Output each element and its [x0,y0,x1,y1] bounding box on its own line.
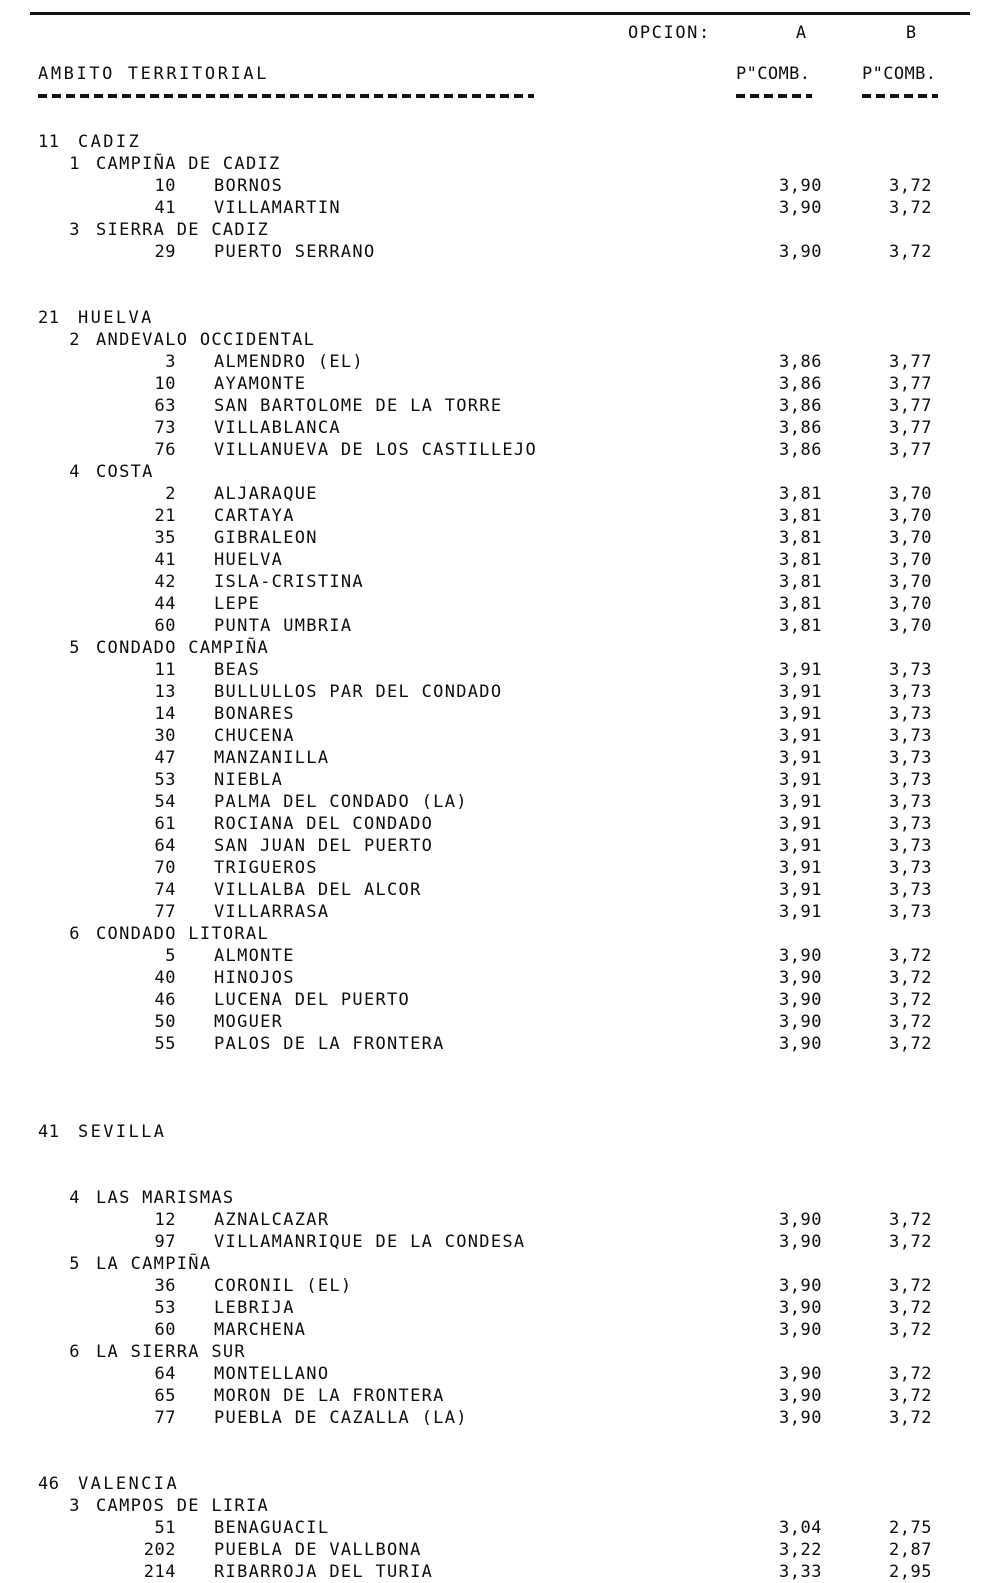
pcomb-b-value: 3,70 [889,594,932,614]
opcion-label: OPCION: [628,23,711,43]
municipality-code: 70 [154,858,176,878]
municipality-code: 97 [154,1232,176,1252]
pcomb-a-value: 3,90 [779,1364,822,1384]
municipality-row [0,901,1000,923]
municipality-name: SAN BARTOLOME DE LA TORRE [214,396,503,416]
pcomb-a-value: 3,91 [779,836,822,856]
comarca-row [0,1253,1000,1275]
pcomb-a-value: 3,90 [779,1034,822,1054]
municipality-name: VILLAMANRIQUE DE LA CONDESA [214,1232,526,1252]
municipality-row [0,439,1000,461]
pcomb-a-value: 3,81 [779,484,822,504]
comarca-name: CAMPOS DE LIRIA [96,1496,270,1516]
municipality-code: 74 [154,880,176,900]
municipality-row [0,1561,1000,1583]
municipality-name: HUELVA [214,550,284,570]
pcomb-b-value: 3,72 [889,1012,932,1032]
comarca-name: CONDADO CAMPIÑA [96,638,270,658]
pcomb-a-value: 3,90 [779,1386,822,1406]
pcomb-a-value: 3,90 [779,1298,822,1318]
municipality-row [0,835,1000,857]
comarca-row [0,1187,1000,1209]
municipality-name: NIEBLA [214,770,284,790]
pcomb-a-value: 3,90 [779,1320,822,1340]
pcomb-b-value: 3,70 [889,528,932,548]
pcomb-b-value: 3,72 [889,1386,932,1406]
pcomb-b-value: 3,73 [889,814,932,834]
option-b-header: B [905,23,917,43]
municipality-name: LUCENA DEL PUERTO [214,990,411,1010]
comarca-name: CAMPIÑA DE CADIZ [96,154,281,174]
municipality-row [0,1363,1000,1385]
municipality-code: 11 [154,660,176,680]
pcomb-a-value: 3,90 [779,1210,822,1230]
option-header-row [0,23,1000,47]
comarca-name: ANDEVALO OCCIDENTAL [96,330,316,350]
municipality-row [0,1011,1000,1033]
pcomb-b-value: 2,95 [889,1562,932,1582]
municipality-row [0,483,1000,505]
municipality-row [0,197,1000,219]
pcomb-a-value: 3,81 [779,506,822,526]
municipality-code: 13 [154,682,176,702]
pcomb-a-value: 3,90 [779,242,822,262]
municipality-row [0,967,1000,989]
province-name: SEVILLA [78,1122,167,1142]
pcomb-a-value: 3,81 [779,616,822,636]
pcomb-a-value: 3,86 [779,396,822,416]
pcomb-b-value: 3,73 [889,792,932,812]
comarca-code: 5 [69,638,80,658]
municipality-name: PALMA DEL CONDADO (LA) [214,792,468,812]
comarca-code: 1 [69,154,80,174]
municipality-code: 65 [154,1386,176,1406]
municipality-row [0,703,1000,725]
municipality-row [0,1033,1000,1055]
comarca-code: 6 [69,924,80,944]
municipality-row [0,1517,1000,1539]
pcomb-b-value: 3,73 [889,748,932,768]
municipality-name: BONARES [214,704,295,724]
municipality-row [0,879,1000,901]
municipality-code: 3 [165,352,176,372]
pcomb-a-value: 3,91 [779,726,822,746]
municipality-code: 77 [154,902,176,922]
pcomb-b-value: 3,77 [889,418,932,438]
municipality-name: PUEBLA DE CAZALLA (LA) [214,1408,468,1428]
comarca-code: 3 [69,220,80,240]
comarca-row [0,153,1000,175]
municipality-row [0,351,1000,373]
section-spacer [0,1143,1000,1187]
municipality-code: 41 [154,198,176,218]
pcomb-b-dashed-underline [862,94,938,98]
municipality-row [0,615,1000,637]
pcomb-a-value: 3,91 [779,748,822,768]
municipality-code: 76 [154,440,176,460]
municipality-name: BORNOS [214,176,284,196]
comarca-row [0,1495,1000,1517]
municipality-row [0,593,1000,615]
municipality-code: 60 [154,616,176,636]
comarca-name: LA SIERRA SUR [96,1342,246,1362]
municipality-name: LEBRIJA [214,1298,295,1318]
municipality-name: ALJARAQUE [214,484,318,504]
municipality-code: 36 [154,1276,176,1296]
territory-list [0,131,1000,1583]
province-code: 21 [38,308,60,328]
province-code: 46 [38,1474,60,1494]
province-code: 11 [38,132,60,152]
pcomb-a-dashed-underline [736,94,812,98]
municipality-code: 50 [154,1012,176,1032]
comarca-code: 4 [69,1188,80,1208]
municipality-name: PUEBLA DE VALLBONA [214,1540,422,1560]
municipality-row [0,681,1000,703]
section-spacer [0,1055,1000,1121]
pcomb-b-value: 3,72 [889,1210,932,1230]
municipality-code: 41 [154,550,176,570]
pcomb-a-value: 3,91 [779,704,822,724]
municipality-row [0,945,1000,967]
municipality-row [0,527,1000,549]
pcomb-a-value: 3,90 [779,1408,822,1428]
pcomb-a-value: 3,04 [779,1518,822,1538]
top-rule-divider [30,12,970,15]
municipality-name: LEPE [214,594,261,614]
municipality-code: 10 [154,374,176,394]
municipality-code: 30 [154,726,176,746]
comarca-name: CONDADO LITORAL [96,924,270,944]
pcomb-b-value: 3,72 [889,1298,932,1318]
municipality-code: 2 [165,484,176,504]
municipality-code: 5 [165,946,176,966]
pcomb-b-value: 3,73 [889,682,932,702]
comarca-row [0,461,1000,483]
municipality-code: 21 [154,506,176,526]
municipality-name: ALMONTE [214,946,295,966]
municipality-name: CARTAYA [214,506,295,526]
municipality-name: MARCHENA [214,1320,307,1340]
pcomb-b-value: 3,77 [889,352,932,372]
municipality-row [0,1231,1000,1253]
pcomb-a-value: 3,90 [779,176,822,196]
municipality-code: 46 [154,990,176,1010]
pcomb-b-value: 3,70 [889,572,932,592]
province-row [0,1473,1000,1495]
municipality-code: 64 [154,1364,176,1384]
pcomb-a-value: 3,91 [779,792,822,812]
municipality-code: 73 [154,418,176,438]
pcomb-a-value: 3,90 [779,1276,822,1296]
municipality-row [0,747,1000,769]
municipality-code: 54 [154,792,176,812]
municipality-code: 29 [154,242,176,262]
pcomb-b-value: 3,72 [889,1408,932,1428]
comarca-code: 4 [69,462,80,482]
municipality-code: 64 [154,836,176,856]
municipality-row [0,659,1000,681]
municipality-name: SAN JUAN DEL PUERTO [214,836,434,856]
comarca-code: 3 [69,1496,80,1516]
pcomb-b-value: 3,77 [889,374,932,394]
municipality-name: ROCIANA DEL CONDADO [214,814,434,834]
municipality-code: 61 [154,814,176,834]
municipality-name: RIBARROJA DEL TURIA [214,1562,434,1582]
pcomb-b-value: 3,72 [889,946,932,966]
municipality-row [0,395,1000,417]
municipality-row [0,1209,1000,1231]
pcomb-b-header: P"COMB. [862,64,937,84]
municipality-name: GIBRALEON [214,528,318,548]
pcomb-a-value: 3,90 [779,968,822,988]
province-row [0,307,1000,329]
pcomb-a-value: 3,33 [779,1562,822,1582]
municipality-row [0,769,1000,791]
province-row [0,1121,1000,1143]
municipality-name: ALMENDRO (EL) [214,352,364,372]
municipality-code: 35 [154,528,176,548]
municipality-name: PUNTA UMBRIA [214,616,353,636]
pcomb-a-value: 3,91 [779,770,822,790]
pcomb-a-value: 3,86 [779,440,822,460]
pcomb-b-value: 3,73 [889,770,932,790]
municipality-row [0,791,1000,813]
municipality-name: VILLABLANCA [214,418,341,438]
municipality-code: 14 [154,704,176,724]
pcomb-a-value: 3,81 [779,550,822,570]
pcomb-b-value: 3,72 [889,1320,932,1340]
pcomb-b-value: 3,73 [889,858,932,878]
municipality-code: 77 [154,1408,176,1428]
comarca-code: 2 [69,330,80,350]
pcomb-a-value: 3,91 [779,660,822,680]
pcomb-b-value: 3,72 [889,176,932,196]
pcomb-b-value: 2,87 [889,1540,932,1560]
pcomb-b-value: 3,72 [889,242,932,262]
province-row [0,131,1000,153]
municipality-row [0,1407,1000,1429]
municipality-name: VILLALBA DEL ALCOR [214,880,422,900]
municipality-row [0,1319,1000,1341]
pcomb-b-value: 3,70 [889,506,932,526]
province-code: 41 [38,1122,60,1142]
municipality-row [0,1297,1000,1319]
pcomb-b-value: 3,77 [889,440,932,460]
municipality-code: 60 [154,1320,176,1340]
ambito-dashed-underline [38,94,534,98]
municipality-row [0,989,1000,1011]
pcomb-b-value: 3,73 [889,836,932,856]
province-name: VALENCIA [78,1474,180,1494]
pcomb-a-value: 3,90 [779,1012,822,1032]
pcomb-a-value: 3,90 [779,946,822,966]
municipality-code: 202 [143,1540,176,1560]
comarca-name: LA CAMPIÑA [96,1254,212,1274]
municipality-code: 44 [154,594,176,614]
pcomb-a-header: P"COMB. [736,64,811,84]
municipality-code: 63 [154,396,176,416]
municipality-name: PALOS DE LA FRONTERA [214,1034,445,1054]
municipality-row [0,857,1000,879]
comarca-code: 6 [69,1342,80,1362]
comarca-name: SIERRA DE CADIZ [96,220,270,240]
municipality-code: 55 [154,1034,176,1054]
municipality-code: 47 [154,748,176,768]
municipality-name: CORONIL (EL) [214,1276,353,1296]
municipality-name: TRIGUEROS [214,858,318,878]
comarca-row [0,329,1000,351]
municipality-name: MONTELLANO [214,1364,330,1384]
municipality-name: MOGUER [214,1012,284,1032]
pcomb-b-value: 3,72 [889,990,932,1010]
pcomb-b-value: 3,73 [889,660,932,680]
pcomb-a-value: 3,86 [779,418,822,438]
municipality-name: VILLANUEVA DE LOS CASTILLEJO [214,440,537,460]
municipality-name: MANZANILLA [214,748,330,768]
municipality-name: AYAMONTE [214,374,307,394]
pcomb-b-value: 3,72 [889,1364,932,1384]
pcomb-b-value: 3,70 [889,616,932,636]
municipality-name: VILLARRASA [214,902,330,922]
pcomb-a-value: 3,90 [779,990,822,1010]
municipality-name: BULLULLOS PAR DEL CONDADO [214,682,503,702]
municipality-row [0,1275,1000,1297]
comarca-row [0,637,1000,659]
pcomb-b-value: 3,73 [889,726,932,746]
municipality-row [0,571,1000,593]
pcomb-a-value: 3,91 [779,814,822,834]
municipality-name: VILLAMARTIN [214,198,341,218]
municipality-code: 53 [154,770,176,790]
pcomb-a-value: 3,91 [779,902,822,922]
province-name: HUELVA [78,308,154,328]
municipality-code: 51 [154,1518,176,1538]
municipality-row [0,1539,1000,1561]
municipality-row [0,725,1000,747]
municipality-code: 214 [143,1562,176,1582]
municipality-code: 42 [154,572,176,592]
municipality-row [0,549,1000,571]
pcomb-a-value: 3,91 [779,858,822,878]
province-name: CADIZ [78,132,142,152]
municipality-name: BEAS [214,660,261,680]
municipality-code: 10 [154,176,176,196]
comarca-name: LAS MARISMAS [96,1188,235,1208]
municipality-code: 40 [154,968,176,988]
municipality-row [0,373,1000,395]
column-header-row [0,64,1000,88]
municipality-name: ISLA-CRISTINA [214,572,364,592]
pcomb-b-value: 3,72 [889,1276,932,1296]
pcomb-a-value: 3,86 [779,352,822,372]
section-spacer [0,1429,1000,1473]
municipality-name: HINOJOS [214,968,295,988]
municipality-row [0,813,1000,835]
municipality-name: MORON DE LA FRONTERA [214,1386,445,1406]
pcomb-a-value: 3,81 [779,572,822,592]
municipality-row [0,241,1000,263]
pcomb-b-value: 3,77 [889,396,932,416]
pcomb-a-value: 3,90 [779,1232,822,1252]
municipality-row [0,175,1000,197]
pcomb-b-value: 3,72 [889,1034,932,1054]
municipality-row [0,505,1000,527]
comarca-row [0,219,1000,241]
pcomb-b-value: 3,72 [889,1232,932,1252]
pcomb-a-value: 3,81 [779,528,822,548]
comarca-row [0,1341,1000,1363]
pcomb-a-value: 3,81 [779,594,822,614]
comarca-name: COSTA [96,462,154,482]
municipality-name: BENAGUACIL [214,1518,330,1538]
pcomb-a-value: 3,86 [779,374,822,394]
pcomb-b-value: 3,72 [889,968,932,988]
municipality-code: 53 [154,1298,176,1318]
ambito-territorial-header: AMBITO TERRITORIAL [38,64,270,84]
municipality-row [0,1385,1000,1407]
pcomb-b-value: 3,73 [889,704,932,724]
option-a-header: A [795,23,807,43]
municipality-code: 12 [154,1210,176,1230]
municipality-name: PUERTO SERRANO [214,242,376,262]
municipality-name: AZNALCAZAR [214,1210,330,1230]
pcomb-a-value: 3,91 [779,880,822,900]
pcomb-b-value: 3,73 [889,880,932,900]
pcomb-a-value: 3,22 [779,1540,822,1560]
pcomb-b-value: 3,70 [889,550,932,570]
pcomb-b-value: 3,70 [889,484,932,504]
section-spacer [0,263,1000,307]
pcomb-b-value: 3,72 [889,198,932,218]
pcomb-a-value: 3,91 [779,682,822,702]
pcomb-a-value: 3,90 [779,198,822,218]
municipality-row [0,417,1000,439]
pcomb-b-value: 3,73 [889,902,932,922]
municipality-name: CHUCENA [214,726,295,746]
comarca-code: 5 [69,1254,80,1274]
comarca-row [0,923,1000,945]
pcomb-b-value: 2,75 [889,1518,932,1538]
